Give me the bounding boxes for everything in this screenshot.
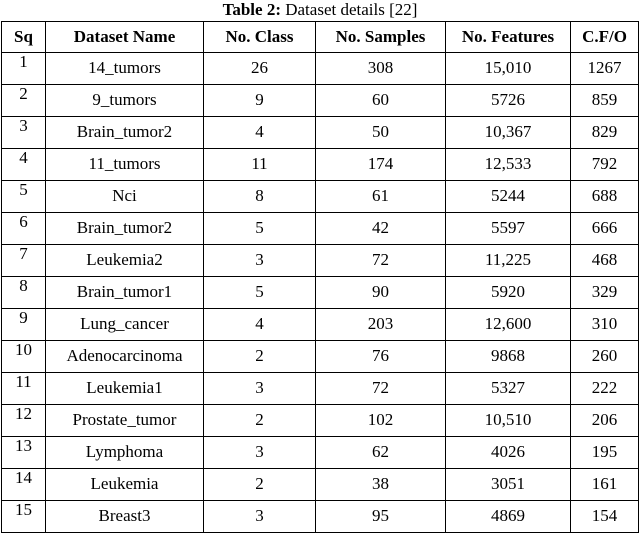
table-caption-text: Dataset details [22]	[280, 0, 418, 19]
no-samples-cell: 102	[316, 405, 446, 437]
sq-cell: 12	[2, 405, 46, 437]
table-body	[2, 53, 639, 533]
dataset-name-cell: Prostate_tumor	[46, 405, 204, 437]
no-features-cell: 12,600	[446, 309, 571, 341]
no-samples-cell: 38	[316, 469, 446, 501]
no-samples-cell: 72	[316, 245, 446, 277]
sq-cell: 6	[2, 213, 46, 245]
no-samples-cell: 308	[316, 53, 446, 85]
no-features-cell: 5726	[446, 85, 571, 117]
header-row	[2, 22, 639, 53]
cfo-cell: 468	[571, 245, 639, 277]
header-dataset-name: Dataset Name	[46, 22, 204, 53]
no-features-cell: 4026	[446, 437, 571, 469]
dataset-details-table	[1, 21, 639, 533]
table-row	[2, 149, 639, 181]
table-row	[2, 405, 639, 437]
no-features-cell: 5920	[446, 277, 571, 309]
no-class-cell: 4	[204, 309, 316, 341]
no-class-cell: 2	[204, 405, 316, 437]
cfo-cell: 666	[571, 213, 639, 245]
no-samples-cell: 60	[316, 85, 446, 117]
cfo-cell: 195	[571, 437, 639, 469]
cfo-cell: 859	[571, 85, 639, 117]
no-features-cell: 5327	[446, 373, 571, 405]
no-samples-cell: 90	[316, 277, 446, 309]
dataset-name-cell: 11_tumors	[46, 149, 204, 181]
no-features-cell: 15,010	[446, 53, 571, 85]
cfo-cell: 222	[571, 373, 639, 405]
table-row	[2, 437, 639, 469]
table-row	[2, 501, 639, 533]
header-sq: Sq	[2, 22, 46, 53]
table-row	[2, 309, 639, 341]
no-samples-cell: 62	[316, 437, 446, 469]
no-class-cell: 3	[204, 245, 316, 277]
dataset-name-cell: 14_tumors	[46, 53, 204, 85]
no-samples-cell: 42	[316, 213, 446, 245]
header-no-class: No. Class	[204, 22, 316, 53]
cfo-cell: 329	[571, 277, 639, 309]
table-row	[2, 277, 639, 309]
dataset-name-cell: Brain_tumor2	[46, 117, 204, 149]
no-class-cell: 2	[204, 341, 316, 373]
no-features-cell: 12,533	[446, 149, 571, 181]
no-features-cell: 11,225	[446, 245, 571, 277]
sq-cell: 10	[2, 341, 46, 373]
table-row	[2, 53, 639, 85]
cfo-cell: 154	[571, 501, 639, 533]
dataset-name-cell: Brain_tumor2	[46, 213, 204, 245]
no-features-cell: 4869	[446, 501, 571, 533]
table-row	[2, 341, 639, 373]
no-class-cell: 5	[204, 213, 316, 245]
no-class-cell: 3	[204, 437, 316, 469]
table-row	[2, 213, 639, 245]
no-samples-cell: 50	[316, 117, 446, 149]
no-features-cell: 10,367	[446, 117, 571, 149]
table-row	[2, 181, 639, 213]
sq-cell: 3	[2, 117, 46, 149]
cfo-cell: 206	[571, 405, 639, 437]
no-samples-cell: 203	[316, 309, 446, 341]
dataset-name-cell: Leukemia2	[46, 245, 204, 277]
no-class-cell: 5	[204, 277, 316, 309]
sq-cell: 7	[2, 245, 46, 277]
no-samples-cell: 61	[316, 181, 446, 213]
no-samples-cell: 72	[316, 373, 446, 405]
table-row	[2, 373, 639, 405]
sq-cell: 15	[2, 501, 46, 533]
no-features-cell: 3051	[446, 469, 571, 501]
table-caption	[0, 0, 640, 22]
cfo-cell: 1267	[571, 53, 639, 85]
no-features-cell: 5597	[446, 213, 571, 245]
dataset-name-cell: Brain_tumor1	[46, 277, 204, 309]
no-class-cell: 3	[204, 373, 316, 405]
sq-cell: 14	[2, 469, 46, 501]
sq-cell: 1	[2, 53, 46, 85]
dataset-name-cell: Adenocarcinoma	[46, 341, 204, 373]
cfo-cell: 688	[571, 181, 639, 213]
cfo-cell: 260	[571, 341, 639, 373]
no-class-cell: 9	[204, 85, 316, 117]
table-row	[2, 469, 639, 501]
no-samples-cell: 174	[316, 149, 446, 181]
dataset-name-cell: Leukemia	[46, 469, 204, 501]
sq-cell: 9	[2, 309, 46, 341]
cfo-cell: 310	[571, 309, 639, 341]
no-features-cell: 9868	[446, 341, 571, 373]
no-samples-cell: 95	[316, 501, 446, 533]
no-class-cell: 3	[204, 501, 316, 533]
table-row	[2, 85, 639, 117]
no-class-cell: 11	[204, 149, 316, 181]
header-no-samples: No. Samples	[316, 22, 446, 53]
sq-cell: 5	[2, 181, 46, 213]
sq-cell: 13	[2, 437, 46, 469]
dataset-name-cell: Lymphoma	[46, 437, 204, 469]
no-class-cell: 26	[204, 53, 316, 85]
dataset-name-cell: Nci	[46, 181, 204, 213]
table-caption-label: Table 2:	[222, 0, 281, 19]
sq-cell: 2	[2, 85, 46, 117]
no-class-cell: 2	[204, 469, 316, 501]
header-cfo: C.F/O	[571, 22, 639, 53]
cfo-cell: 161	[571, 469, 639, 501]
no-features-cell: 10,510	[446, 405, 571, 437]
table-row	[2, 117, 639, 149]
no-features-cell: 5244	[446, 181, 571, 213]
cfo-cell: 829	[571, 117, 639, 149]
no-samples-cell: 76	[316, 341, 446, 373]
table-row	[2, 245, 639, 277]
no-class-cell: 4	[204, 117, 316, 149]
dataset-name-cell: 9_tumors	[46, 85, 204, 117]
sq-cell: 11	[2, 373, 46, 405]
dataset-name-cell: Leukemia1	[46, 373, 204, 405]
cfo-cell: 792	[571, 149, 639, 181]
no-class-cell: 8	[204, 181, 316, 213]
dataset-name-cell: Lung_cancer	[46, 309, 204, 341]
dataset-name-cell: Breast3	[46, 501, 204, 533]
sq-cell: 8	[2, 277, 46, 309]
header-no-features: No. Features	[446, 22, 571, 53]
sq-cell: 4	[2, 149, 46, 181]
